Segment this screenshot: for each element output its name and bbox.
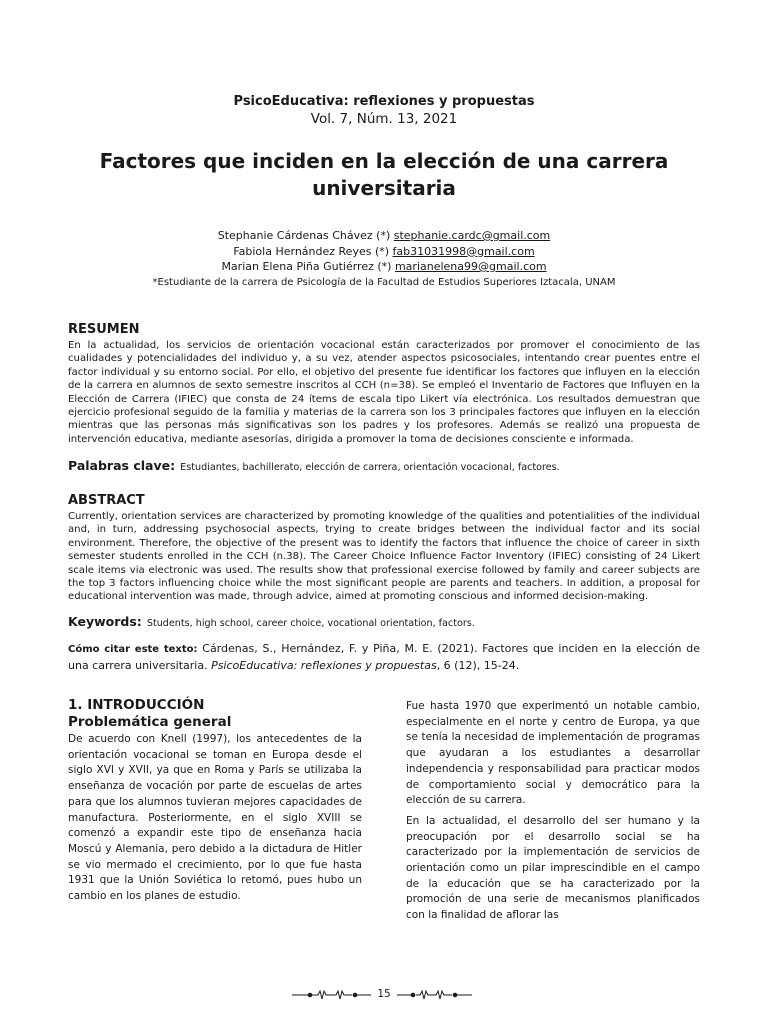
introduction-heading: 1. INTRODUCCIÓN <box>68 697 205 713</box>
journal-name: PsicoEducativa: reflexiones y propuestas <box>233 94 535 109</box>
author-name: Marian Elena Piña Gutiérrez (*) <box>221 260 392 273</box>
citation-details: , 6 (12), 15-24. <box>436 659 520 672</box>
author-list <box>0 228 768 290</box>
body-paragraph: De acuerdo con Knell (1997), los antecedentes de la orientación vocacional se toman en Europa desde el siglo XVI y XVII, ya que en Roma y París se utilizaba la enseñanza de vocación por parte de escuelas de artes para que los alumnos tuvieran mejores capacidades de manufactura. Posteriormente, en el siglo XVIII se comenzó a expandir este tipo de enseñanza hacia Moscú y Alemania, pero debido a la dictadura de Hitler se vio mermado el crecimiento, por lo que fue hasta 1931 que la Unión Soviética lo retomó, pues hubo un cambio en los planes de estudio. <box>68 733 362 903</box>
abstract-heading: ABSTRACT <box>68 493 145 508</box>
resumen-heading: RESUMEN <box>68 322 140 337</box>
palabras-clave <box>68 457 708 476</box>
keywords <box>68 613 708 632</box>
paper-title: Factores que inciden en la elección de una carrera universitaria <box>99 149 669 200</box>
author-name: Stephanie Cárdenas Chávez (*) <box>217 229 391 242</box>
author-email-link[interactable]: stephanie.cardc@gmail.com <box>393 229 551 242</box>
introduction-subheading: Problemática general <box>68 714 232 730</box>
author-affiliation: *Estudiante de la carrera de Psicología de la Facultad de Estudios Superiores Iztacala, UNAM <box>152 276 616 288</box>
citation-journal: PsicoEducativa: reflexiones y propuestas <box>211 659 437 672</box>
author-line <box>0 228 768 244</box>
citation-label: Cómo citar este texto: <box>68 644 198 655</box>
citation-text: Cárdenas, S., Hernández, F. y Piña, M. E. (2021). Factores que inciden en la elección de una carrera universitaria. <box>68 642 701 672</box>
right-column <box>406 699 700 924</box>
author-line <box>0 244 768 260</box>
author-email-link[interactable]: marianelena99@gmail.com <box>394 260 547 273</box>
left-column <box>68 732 362 905</box>
body-paragraph: En la actualidad, el desarrollo del ser humano y la preocupación por el desarrollo social se ha caracterizado por la implementación de servicios de orientación como un pilar imprescindible en el campo de la educación que se ha caracterizado por la promoción de una serie de mecanismos planificados con la finalidad de aflorar las <box>406 814 700 922</box>
palabras-clave-label: Palabras clave: <box>68 458 176 473</box>
author-email-link[interactable]: fab31031998@gmail.com <box>392 244 535 258</box>
author-line <box>0 259 768 275</box>
author-name: Fabiola Hernández Reyes (*) <box>233 244 390 258</box>
body-paragraph: Fue hasta 1970 que experimentó un notable cambio, especialmente en el norte y centro de Europa, ya que se tenía la necesidad de implementación de programas que ayudaran a los estudiantes a desarrollar independencia y responsabilidad para practicar modos de comportamiento social y democrático para la elección de su carrera. <box>406 700 700 807</box>
abstract-text: Currently, orientation services are characterized by promoting knowledge of the qualities and potentialities of the individual and, in turn, addressing psychosocial aspects, trying to create bridges between the individual factor and its social environment. Therefore, the objective of the present was to identify the factors that influence the choice of career in sixth semester students enrolled in the CCH (n.38). The Career Choice Influence Factor Inventory (IFIEC) consisting of 24 Likert scale items via electronic was used. The results show that professional exercise followed by family and career subjects are the top 3 factors influencing choice while the most significant people are parents and teachers. In addition, a proposal for educational intervention was made, through advice, aimed at promoting conscious and informed decision-making. <box>68 511 700 603</box>
journal-volume: Vol. 7, Núm. 13, 2021 <box>310 111 458 127</box>
palabras-clave-text: Estudiantes, bachillerato, elección de carrera, orientación vocacional, factores. <box>180 462 560 473</box>
resumen-text: En la actualidad, los servicios de orientación vocacional están caracterizados por promover el conocimiento de las cualidades y potencialidades del individuo y, a su vez, atender aspectos psicosociales, intentando crear puentes entre el factor individual y su entorno social. Por ello, el objetivo del presente fue identificar los factores que influyen en la elección de la carrera en alumnos de sexto semestre inscritos al CCH (n=38). Se empleó el Inventario de Factores que Influyen en la Elección de Carrera (IFIEC) que consta de 24 ítems de escala tipo Likert vía electrónica. Los resultados demuestran que ejercicio profesional seguido de la familia y materias de la carrera son los 3 principales factores que influyen en la elección mientras que las personas más significativas son los padres y los profesores. Además se realizó una propuesta de intervención educativa, mediante asesorías, dirigida a promover la toma de decisiones consciente e informada. <box>68 340 700 445</box>
keywords-text: Students, high school, career choice, vocational orientation, factors. <box>146 618 475 629</box>
page-number: 15 <box>374 987 394 1001</box>
citation-block <box>68 641 700 674</box>
keywords-label: Keywords: <box>68 614 142 629</box>
